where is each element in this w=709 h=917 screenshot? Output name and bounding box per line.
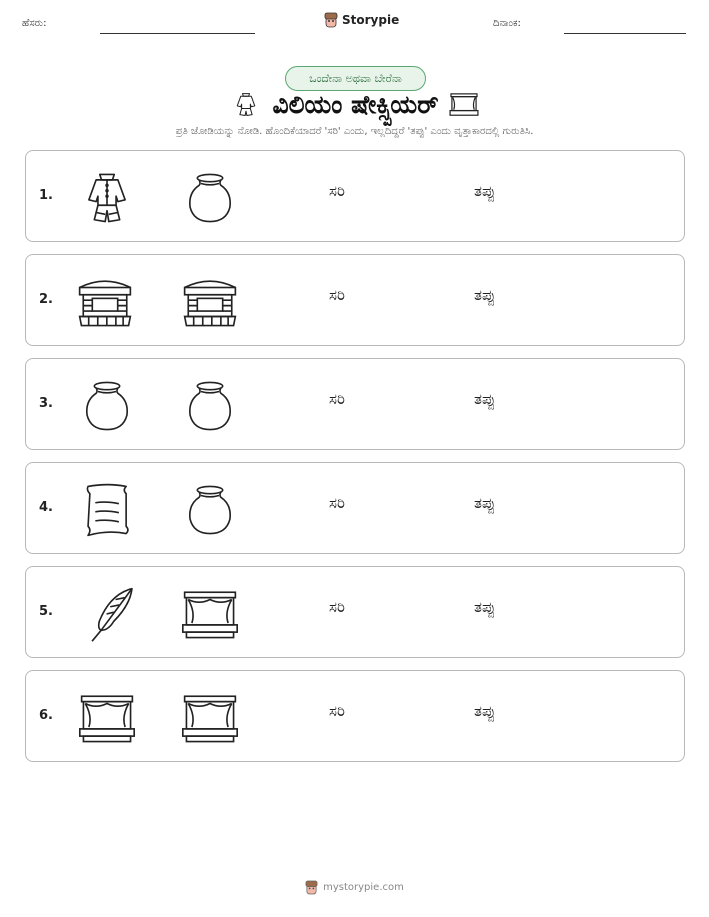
question-row-4 bbox=[25, 462, 685, 554]
storypie-mascot-icon bbox=[324, 12, 338, 28]
storypie-mascot-icon bbox=[305, 880, 318, 895]
pot-icon bbox=[181, 169, 239, 227]
question-number: 2. bbox=[39, 292, 53, 307]
costume-icon bbox=[78, 169, 136, 227]
option-true[interactable]: ಸರಿ bbox=[329, 390, 345, 408]
title-row bbox=[0, 90, 709, 120]
question-number: 4. bbox=[39, 500, 53, 515]
question-row-2 bbox=[25, 254, 685, 346]
option-true[interactable]: ಸರಿ bbox=[329, 494, 345, 512]
pot-icon bbox=[181, 377, 239, 435]
option-false[interactable]: ತಪ್ಪು bbox=[474, 494, 496, 512]
instructions: ಪ್ರತಿ ಜೋಡಿಯನ್ನು ನೋಡಿ. ಹೊಂದಿಕೆಯಾದರೆ 'ಸರಿ' ಎಂದು, ಇಲ್ಲದಿದ್ದರೆ 'ತಪ್ಪು' ಎಂದು ವೃತ್ತಾಕಾರದಲ್ಲಿ ಗುರುತಿಸಿ. bbox=[175, 126, 534, 137]
date-label: ದಿನಾಂಕ: bbox=[493, 18, 521, 29]
footer bbox=[0, 880, 709, 895]
question-row-5 bbox=[25, 566, 685, 658]
option-true[interactable]: ಸರಿ bbox=[329, 598, 345, 616]
scroll-icon bbox=[79, 481, 137, 539]
option-false[interactable]: ತಪ್ಪು bbox=[474, 286, 496, 304]
pot-icon bbox=[181, 481, 239, 539]
option-false[interactable]: ತಪ್ಪು bbox=[474, 598, 496, 616]
option-false[interactable]: ತಪ್ಪು bbox=[474, 390, 496, 408]
question-row-1 bbox=[25, 150, 685, 242]
question-number: 1. bbox=[39, 188, 53, 203]
quill-icon bbox=[83, 585, 141, 643]
question-row-6 bbox=[25, 670, 685, 762]
name-field[interactable] bbox=[100, 33, 255, 34]
pot-icon bbox=[78, 377, 136, 435]
theatre-icon bbox=[76, 273, 134, 331]
option-true[interactable]: ಸರಿ bbox=[329, 182, 345, 200]
option-false[interactable]: ತಪ್ಪು bbox=[474, 182, 496, 200]
date-field[interactable] bbox=[564, 33, 686, 34]
stage-icon bbox=[181, 585, 239, 643]
option-true[interactable]: ಸರಿ bbox=[329, 702, 345, 720]
costume-icon bbox=[230, 91, 262, 119]
footer-url[interactable]: mystorypie.com bbox=[323, 882, 404, 893]
option-true[interactable]: ಸರಿ bbox=[329, 286, 345, 304]
question-row-3 bbox=[25, 358, 685, 450]
stage-icon bbox=[449, 92, 479, 118]
stage-icon bbox=[78, 689, 136, 747]
worksheet-type-badge: ಒಂದೇನಾ ಅಥವಾ ಬೇರೆನಾ bbox=[285, 66, 426, 91]
brand-name: Storypie bbox=[342, 13, 400, 27]
brand-logo bbox=[324, 12, 399, 28]
name-label: ಹೆಸರು: bbox=[22, 18, 47, 29]
option-false[interactable]: ತಪ್ಪು bbox=[474, 702, 496, 720]
question-number: 6. bbox=[39, 708, 53, 723]
stage-icon bbox=[181, 689, 239, 747]
question-number: 3. bbox=[39, 396, 53, 411]
theatre-icon bbox=[181, 273, 239, 331]
page-title: ವಿಲಿಯಂ ಷೇಕ್ಸ್ಪಿಯರ್ bbox=[272, 90, 439, 119]
question-number: 5. bbox=[39, 604, 53, 619]
